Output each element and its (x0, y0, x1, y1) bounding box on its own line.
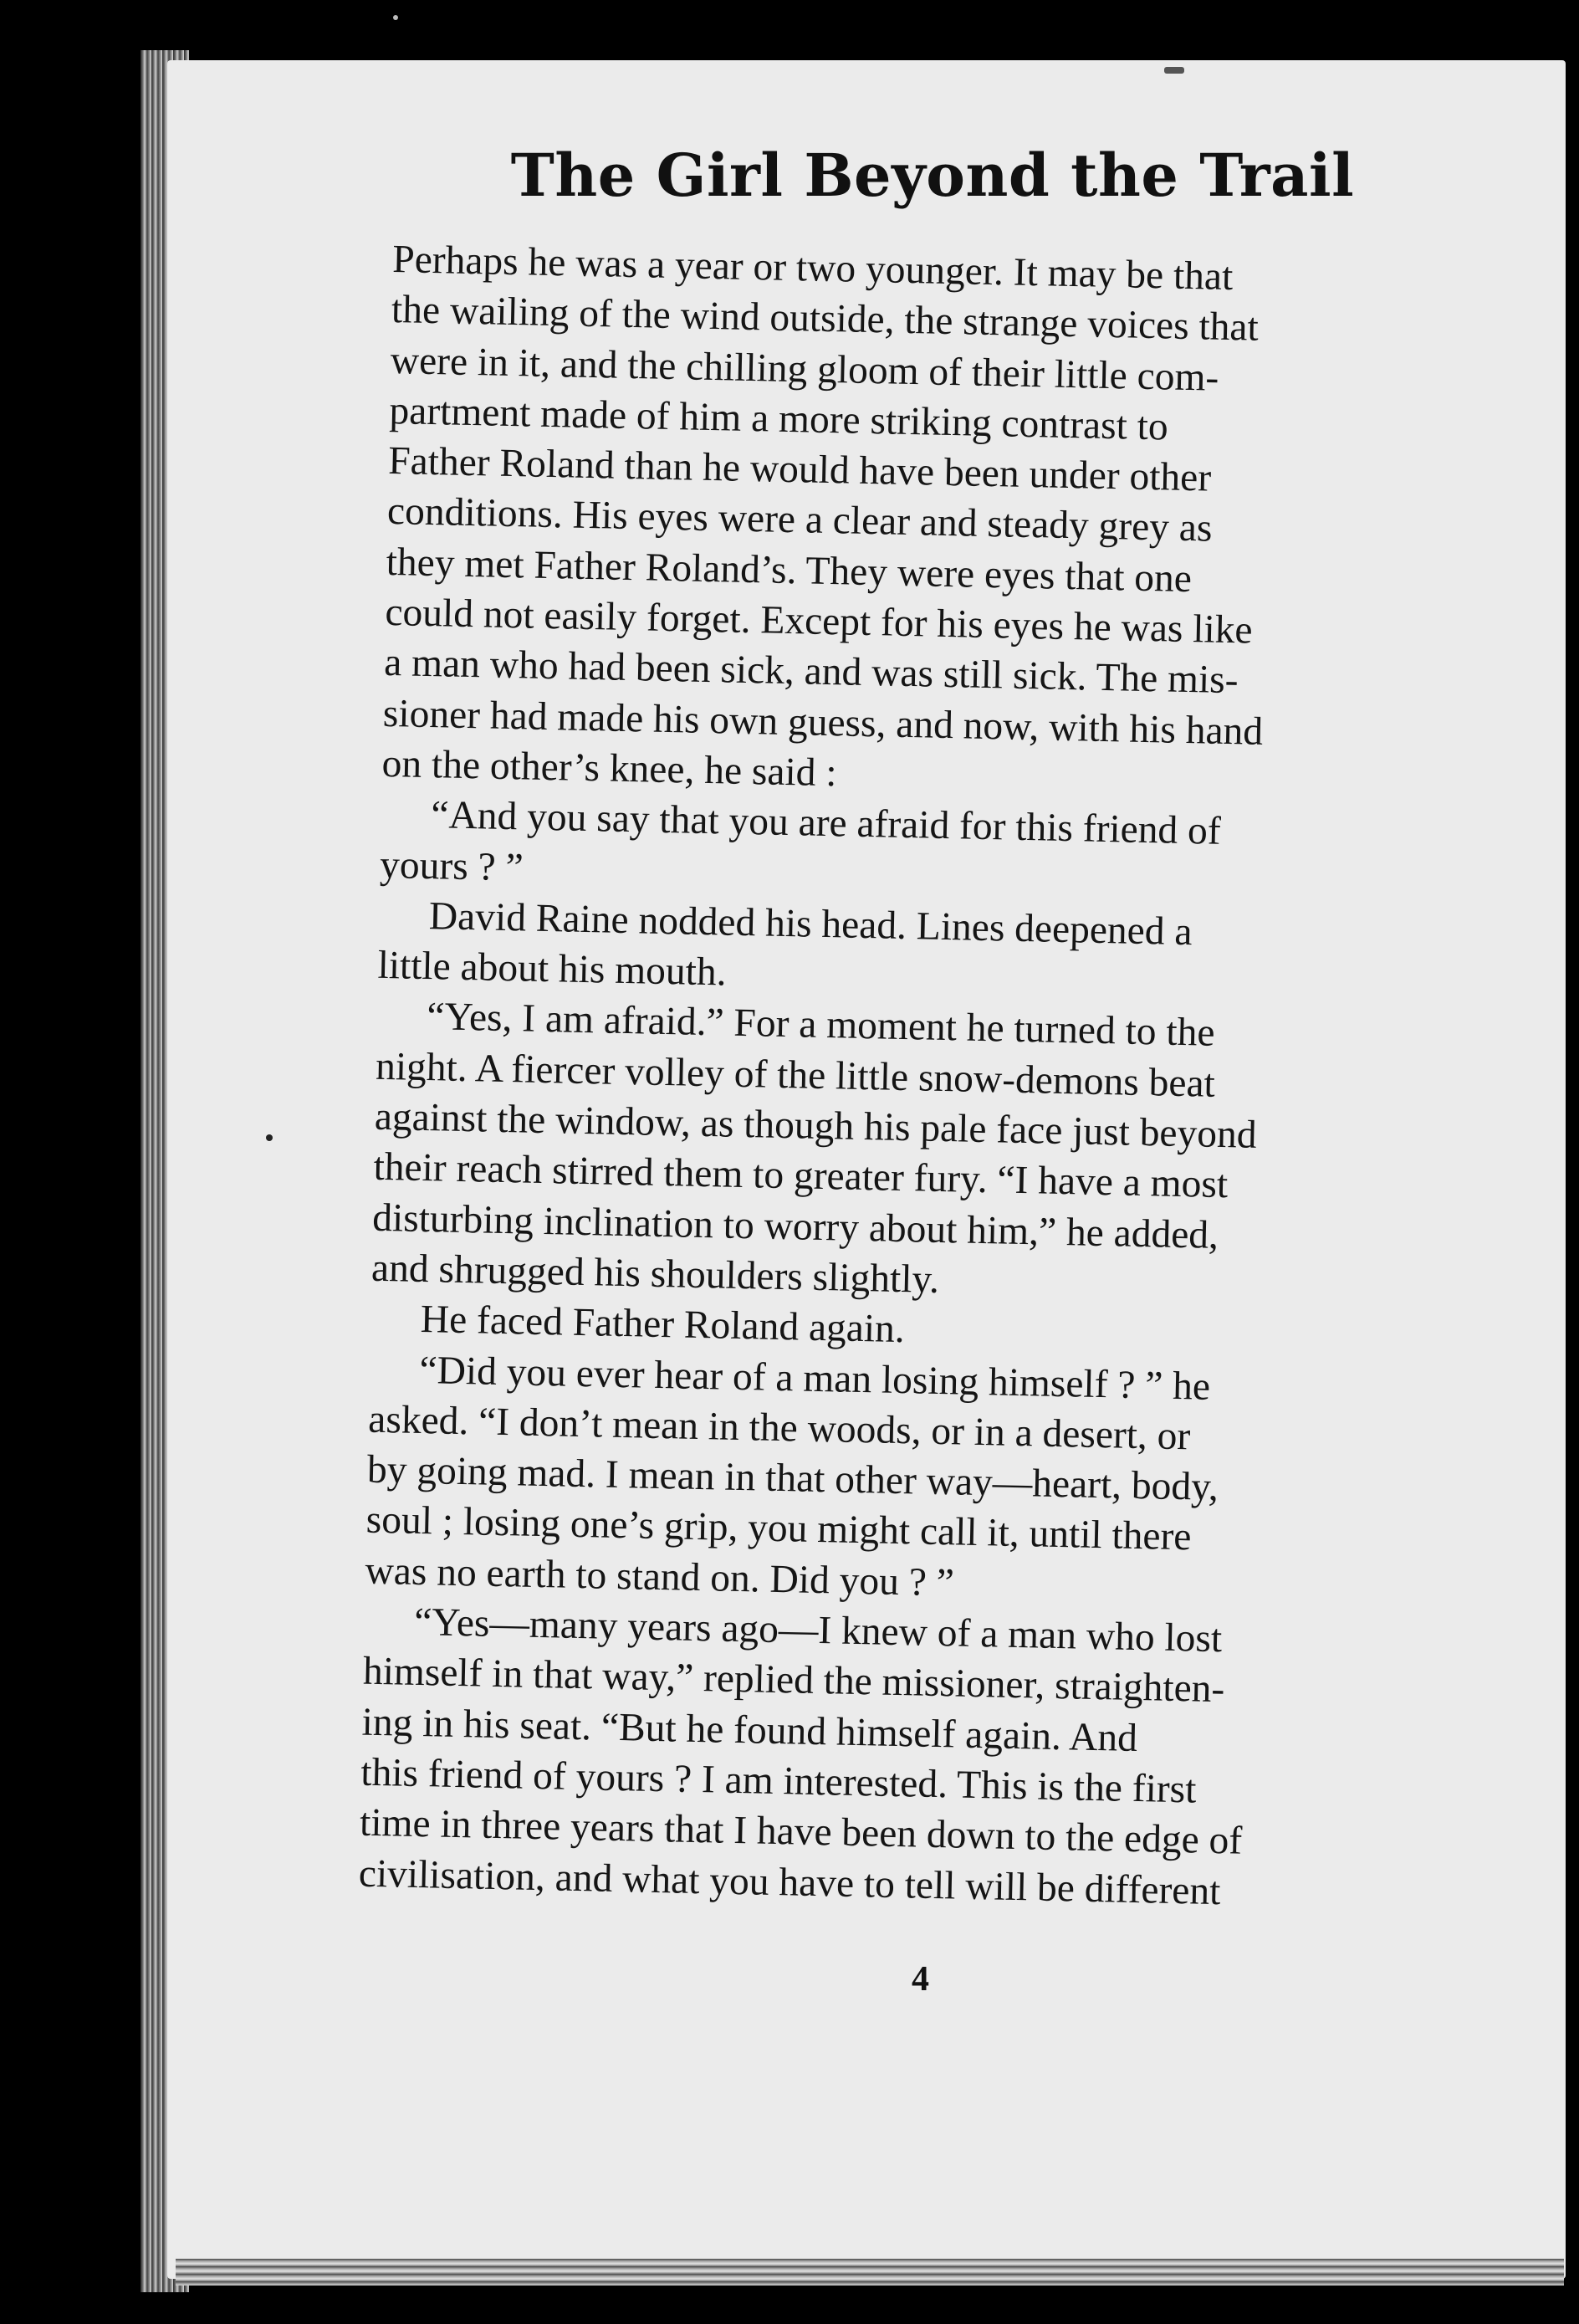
text-line: on the other’s knee, he said : (381, 741, 838, 796)
text-line: ing in his seat. “But he found himself again. And (361, 1700, 1138, 1760)
scan-speck (393, 15, 398, 20)
body-text (358, 234, 1479, 1922)
text-line: could not easily forget. Except for his eyes he was like (384, 590, 1254, 653)
text-line: asked. “I don’t mean in the woods, or in a desert, or (367, 1397, 1191, 1459)
text-line: this friend of yours ? I am interested. This is the first (360, 1750, 1197, 1812)
text-line: conditions. His eyes were a clear and steady grey as (386, 489, 1213, 551)
scan-mark (1164, 67, 1184, 74)
text-line: night. A fiercer volley of the little snow-demons beat (375, 1044, 1216, 1106)
text-line: time in three years that I have been down to the edge of (359, 1800, 1243, 1863)
text-line: civilisation, and what you have to tell will be different (358, 1851, 1221, 1913)
text-line: the wailing of the wind outside, the strange voices that (391, 288, 1260, 350)
text-line: a man who had been sick, and was still sick. The mis- (383, 641, 1239, 703)
text-line: yours ? ” (379, 842, 524, 889)
text-line: their reach stirred them to greater fury. “I have a most (373, 1145, 1229, 1207)
text-line: Father Roland than he would have been under other (387, 439, 1212, 500)
text-line: “Yes, I am afraid.” For a moment he turned to the (426, 995, 1216, 1056)
text-line: Perhaps he was a year or two younger. It may be that (391, 237, 1234, 299)
page-number: 4 (912, 1960, 929, 1999)
running-head: The Girl Beyond the Trail (510, 141, 1355, 210)
text-line: by going mad. I mean in that other way—heart, body, (366, 1447, 1219, 1510)
text-line: disturbing inclination to worry about him,” he added, (371, 1195, 1219, 1257)
text-line: partment made of him a more striking contrast to (389, 388, 1169, 449)
text-line: soul ; losing one’s grip, you might call it, until there (365, 1498, 1192, 1559)
text-line: and shrugged his shoulders slightly. (370, 1246, 940, 1302)
text-line: against the window, as though his pale face just beyond (374, 1094, 1258, 1157)
text-line: they met Father Roland’s. They were eyes that one (386, 540, 1193, 601)
text-line: little about his mouth. (377, 943, 728, 995)
text-line: David Raine nodded his head. Lines deepened a (428, 893, 1193, 955)
text-line: was no earth to stand on. Did you ? ” (364, 1548, 955, 1605)
margin-speck (266, 1134, 273, 1141)
text-line: himself in that way,” replied the missioner, straighten- (362, 1649, 1225, 1712)
text-line: “And you say that you are afraid for this friend of (430, 793, 1222, 854)
text-line: were in it, and the chilling gloom of their little com- (390, 338, 1219, 400)
text-line: sioner had made his own guess, and now, with his hand (382, 691, 1264, 754)
text-line: He faced Father Roland again. (420, 1298, 906, 1352)
text-line: “Did you ever hear of a man losing himself ? ” he (419, 1348, 1211, 1409)
text-line: “Yes—many years ago—I knew of a man who lost (413, 1600, 1223, 1661)
page-bottom-edge (176, 2259, 1564, 2286)
